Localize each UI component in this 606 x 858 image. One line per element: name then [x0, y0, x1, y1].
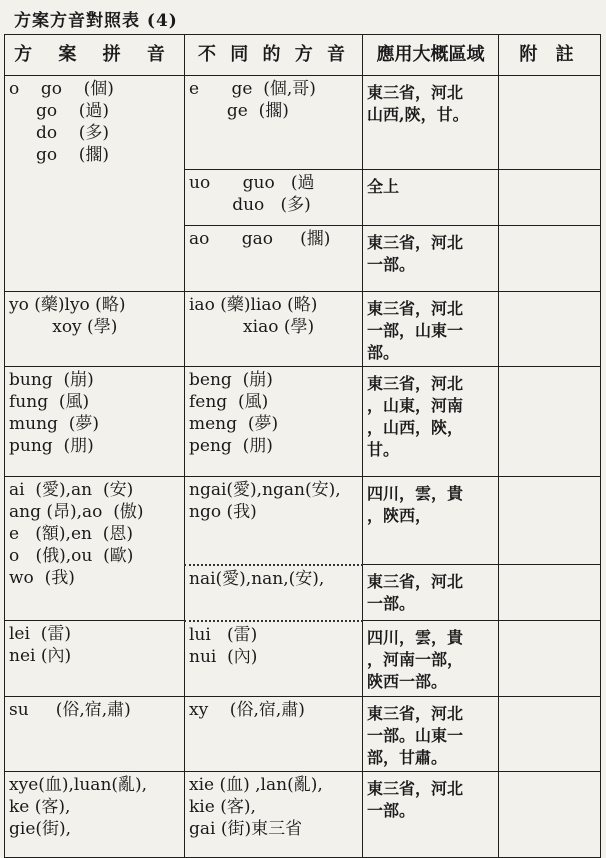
- dialect-line: kie (客),: [189, 797, 256, 817]
- region-cell: [363, 226, 499, 292]
- dialect-line: e ge (個,哥): [189, 79, 316, 99]
- table-row: [5, 76, 601, 170]
- region-line: 東三省，河北: [367, 83, 464, 102]
- table-row: [5, 367, 601, 477]
- dialect-cell: [185, 477, 363, 565]
- dialect-line: ngo (我): [189, 502, 257, 522]
- dialect-line: iao (藥)liao (略): [189, 295, 318, 315]
- dialect-line: xiao (學): [189, 317, 315, 337]
- scheme-line: go (過): [9, 101, 110, 121]
- scheme-line: su (俗,宿,肅): [9, 700, 131, 720]
- scheme-line: yo (藥)lyo (略): [9, 295, 126, 315]
- dialect-line: ge (擱): [189, 101, 289, 121]
- header-dialect: 不 同 的 方 音: [185, 35, 363, 76]
- region-line: 東三省，河北: [367, 299, 464, 318]
- dialect-line: uo guo (過: [189, 173, 315, 193]
- scheme-line: pung (朋): [9, 436, 94, 456]
- dialect-line: beng (崩): [189, 370, 273, 390]
- region-line: 東三省，河北: [367, 374, 464, 393]
- region-line: 甘。: [367, 440, 400, 459]
- dialect-cell: [185, 226, 363, 292]
- scheme-line: mung (夢): [9, 414, 99, 434]
- table-row: [5, 477, 601, 565]
- note-cell: [499, 477, 601, 565]
- dialect-line: nui (內): [189, 646, 258, 667]
- scheme-cell: [5, 477, 185, 621]
- region-cell: [363, 772, 499, 858]
- region-cell: [363, 292, 499, 367]
- note-cell: [499, 772, 601, 858]
- dialect-cell: [185, 292, 363, 367]
- region-cell: [363, 367, 499, 477]
- region-cell: [363, 565, 499, 621]
- region-line: 東三省，河北: [367, 233, 464, 252]
- scheme-line: gie(街),: [9, 819, 72, 839]
- scheme-line: go (擱): [9, 145, 110, 165]
- note-cell: [499, 226, 601, 292]
- region-line: 一部。: [367, 255, 416, 274]
- dialect-comparison-table: [4, 34, 601, 858]
- note-cell: [499, 367, 601, 477]
- region-cell: [363, 477, 499, 565]
- table-row: [5, 621, 601, 697]
- dialect-line: xy (俗,宿,肅): [189, 700, 305, 720]
- region-line: 四川，雲，貴: [367, 628, 464, 647]
- region-line: ，河南一部，: [367, 650, 464, 669]
- header-scheme: 方 案 拼 音: [5, 35, 185, 76]
- region-line: 四川，雲，貴: [367, 484, 464, 503]
- dialect-cell: [185, 697, 363, 772]
- scheme-cell: [5, 367, 185, 477]
- table-row: [5, 697, 601, 772]
- note-cell: [499, 621, 601, 697]
- scheme-line: ke (客),: [9, 797, 71, 817]
- scheme-line: e (額),en (恩): [9, 524, 134, 544]
- dialect-line: ao gao (擱): [189, 229, 331, 249]
- dialect-cell: [185, 367, 363, 477]
- region-line: 一部。: [367, 801, 416, 820]
- region-cell: [363, 76, 499, 170]
- region-line: 一部。: [367, 594, 416, 613]
- scheme-cell: [5, 292, 185, 367]
- region-cell: [363, 621, 499, 697]
- region-line: 部，甘肅。: [367, 748, 448, 767]
- table-row: [5, 772, 601, 858]
- page-title: 方案方音對照表 (4): [14, 11, 178, 31]
- header-region: 應用大概區域: [363, 35, 499, 76]
- dialect-line: feng (風): [189, 392, 269, 412]
- scheme-line: ang (昂),ao (傲): [9, 502, 144, 522]
- scheme-line: lei (雷): [9, 624, 72, 644]
- scheme-line: fung (風): [9, 392, 90, 412]
- region-line: ，山西，陝，: [367, 418, 464, 437]
- region-line: 一部。山東一: [367, 726, 464, 745]
- scheme-line: bung (崩): [9, 370, 94, 390]
- region-line: 東三省，河北: [367, 572, 464, 591]
- dialect-cell: [185, 565, 363, 621]
- table-row: [5, 292, 601, 367]
- scheme-cell: [5, 621, 185, 697]
- note-cell: [499, 170, 601, 226]
- region-line: 全上: [367, 177, 400, 196]
- region-cell: [363, 697, 499, 772]
- header-row: [5, 35, 601, 76]
- dialect-line: ngai(愛),ngan(安),: [189, 480, 341, 500]
- scheme-cell: [5, 697, 185, 772]
- dialect-line: meng (夢): [189, 414, 279, 434]
- note-cell: [499, 697, 601, 772]
- dialect-cell: [185, 170, 363, 226]
- dialect-cell: [185, 621, 363, 697]
- dialect-line: lui (雷): [189, 624, 258, 645]
- scheme-cell: [5, 772, 185, 858]
- scheme-line: do (多): [9, 123, 110, 143]
- dialect-line: xie (血) ,lan(亂),: [189, 775, 323, 795]
- region-line: 陝西一部。: [367, 672, 448, 691]
- note-cell: [499, 76, 601, 170]
- note-cell: [499, 292, 601, 367]
- scheme-line: o go (個): [9, 79, 114, 99]
- header-note: 附 註: [499, 35, 601, 76]
- region-line: ，陝西，: [367, 506, 432, 525]
- scheme-line: ai (愛),an (安): [9, 480, 134, 500]
- region-line: 東三省，河北: [367, 704, 464, 723]
- region-line: ，山東，河南: [367, 396, 464, 415]
- scheme-line: wo (我): [9, 568, 75, 588]
- scheme-line: xoy (學): [9, 317, 118, 337]
- scheme-line: xye(血),luan(亂),: [9, 775, 148, 795]
- dialect-cell: [185, 772, 363, 858]
- scheme-line: o (俄),ou (歐): [9, 546, 134, 566]
- region-line: 東三省，河北: [367, 779, 464, 798]
- scheme-cell: [5, 76, 185, 292]
- dialect-line: gai (街)東三省: [189, 819, 303, 839]
- scheme-line: nei (內): [9, 646, 72, 666]
- region-line: 部。: [367, 343, 400, 362]
- dialect-line: duo (多): [189, 195, 311, 215]
- dialect-line: peng (朋): [189, 436, 273, 456]
- note-cell: [499, 565, 601, 621]
- region-line: 山西,陝，甘。: [367, 105, 469, 124]
- dialect-line: nai(愛),nan,(安),: [189, 568, 325, 589]
- region-line: 一部，山東一: [367, 321, 464, 340]
- region-cell: [363, 170, 499, 226]
- dialect-cell: [185, 76, 363, 170]
